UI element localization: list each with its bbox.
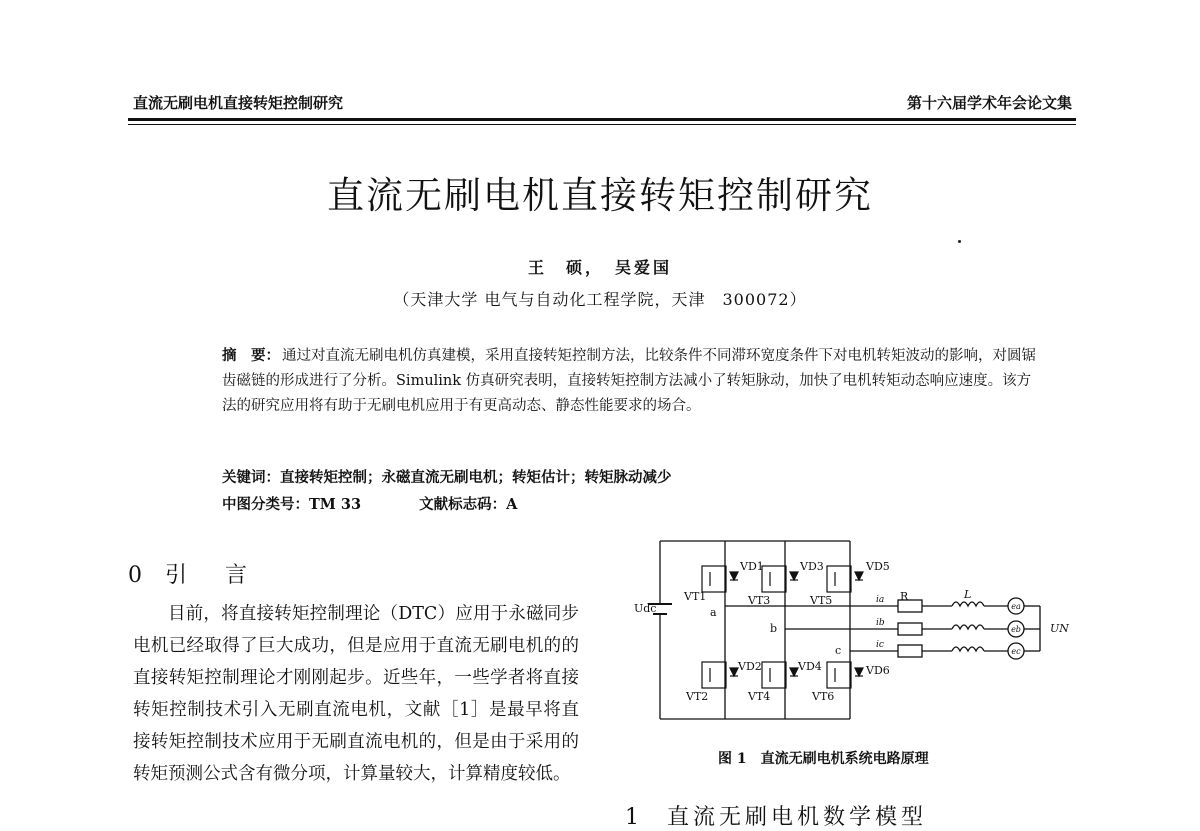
figure-caption xyxy=(718,748,929,768)
resistor-b xyxy=(898,623,922,635)
intro-body xyxy=(133,598,579,790)
label-node-a: a xyxy=(710,606,717,619)
label-vt2: VT2 xyxy=(686,690,709,703)
label-udc: Udc xyxy=(634,602,657,615)
document-code: 文献标志码：A xyxy=(419,496,518,513)
affiliation: （天津大学 电气与自动化工程学院，天津 300072） xyxy=(393,290,807,309)
label-vd4: VD4 xyxy=(798,660,822,673)
section-title: 直流无刷电机数学模型 xyxy=(667,805,928,830)
section-number: 1 xyxy=(625,805,643,830)
intro-paragraph: 目前，将直接转矩控制理论（DTC）应用于永磁同步电机已经取得了巨大成功，但是应用于直流无刷电机的的直接转矩控制理论才刚刚起步。近些年，一些学者将直接转矩控制技术引入无刷直流电机，文献［1］是最早将直接转矩控制技术应用于无刷直流电机的，但是由于采用的转矩预测公式含有微分项，计算量较大，计算精度较低。 xyxy=(133,604,579,784)
keywords: 关键词：直接转矩控制；永磁直流无刷电机；转矩估计；转矩脉动减少 xyxy=(222,469,672,486)
section-title: 引 言 xyxy=(165,563,256,588)
inductor-c xyxy=(952,647,984,651)
label-un: UN xyxy=(1050,622,1069,635)
switch-vt5 xyxy=(827,566,863,592)
abstract xyxy=(222,343,1040,419)
label-vt5: VT5 xyxy=(810,594,833,607)
label-vd5: VD5 xyxy=(866,560,890,573)
label-r: R xyxy=(900,590,909,603)
label-vd6: VD6 xyxy=(866,664,890,677)
switch-vt3 xyxy=(762,566,798,592)
running-header-right: 第十六届学术年会论文集 xyxy=(906,94,1072,112)
header-rule-thick xyxy=(128,118,1076,121)
classification-line xyxy=(222,493,517,514)
abstract-text: 通过对直流无刷电机仿真建模，采用直接转矩控制方法，比较条件不同滞环宽度条件下对电机转矩波动的影响，对圆锯齿磁链的形成进行了分析。Simulink 仿真研究表明，直接转矩控制方法减小了转矩脉动，加快了电机转矩动态响应速度。该方法的研究应用将有助于无刷电机应用于有更高动态、静态性能要求的场合。 xyxy=(222,348,1036,414)
clc-number: 中图分类号：TM 33 xyxy=(222,496,362,513)
switch-vt6 xyxy=(827,662,863,688)
circuit-diagram xyxy=(630,536,1070,736)
section-heading-intro xyxy=(128,558,255,589)
label-ea: ea xyxy=(1011,602,1021,611)
running-header-left: 直流无刷电机直接转矩控制研究 xyxy=(133,94,344,112)
figure-number: 图 1 xyxy=(718,751,747,767)
label-l: L xyxy=(964,588,972,601)
section-number: 0 xyxy=(128,563,150,588)
label-vd3: VD3 xyxy=(800,560,824,573)
label-vt6: VT6 xyxy=(812,690,835,703)
label-vt4: VT4 xyxy=(748,690,771,703)
switch-vt4 xyxy=(762,662,798,688)
label-ic: ic xyxy=(876,640,884,650)
resistor-c xyxy=(898,645,922,657)
authors: 王 硕， 吴爱国 xyxy=(527,258,672,277)
label-node-b: b xyxy=(770,622,778,635)
switch-vt2 xyxy=(702,662,738,688)
label-vd2: VD2 xyxy=(738,660,762,673)
label-node-c: c xyxy=(835,644,842,657)
inductor-a xyxy=(952,602,984,606)
label-vd1: VD1 xyxy=(740,560,764,573)
label-ia: ia xyxy=(876,595,885,605)
header-rule-thin xyxy=(128,124,1076,125)
section-heading-model xyxy=(625,800,927,831)
label-vt1: VT1 xyxy=(684,590,707,603)
inductor-b xyxy=(952,625,984,629)
label-ib: ib xyxy=(876,618,885,628)
figure-caption-text: 直流无刷电机系统电路原理 xyxy=(760,751,929,767)
abstract-label: 摘 要： xyxy=(222,347,280,364)
switch-vt1 xyxy=(702,566,738,592)
label-eb: eb xyxy=(1011,625,1021,634)
label-vt3: VT3 xyxy=(748,594,771,607)
label-ec: ec xyxy=(1011,647,1021,656)
scan-speck xyxy=(958,240,961,243)
paper-title: 直流无刷电机直接转矩控制研究 xyxy=(327,174,873,217)
